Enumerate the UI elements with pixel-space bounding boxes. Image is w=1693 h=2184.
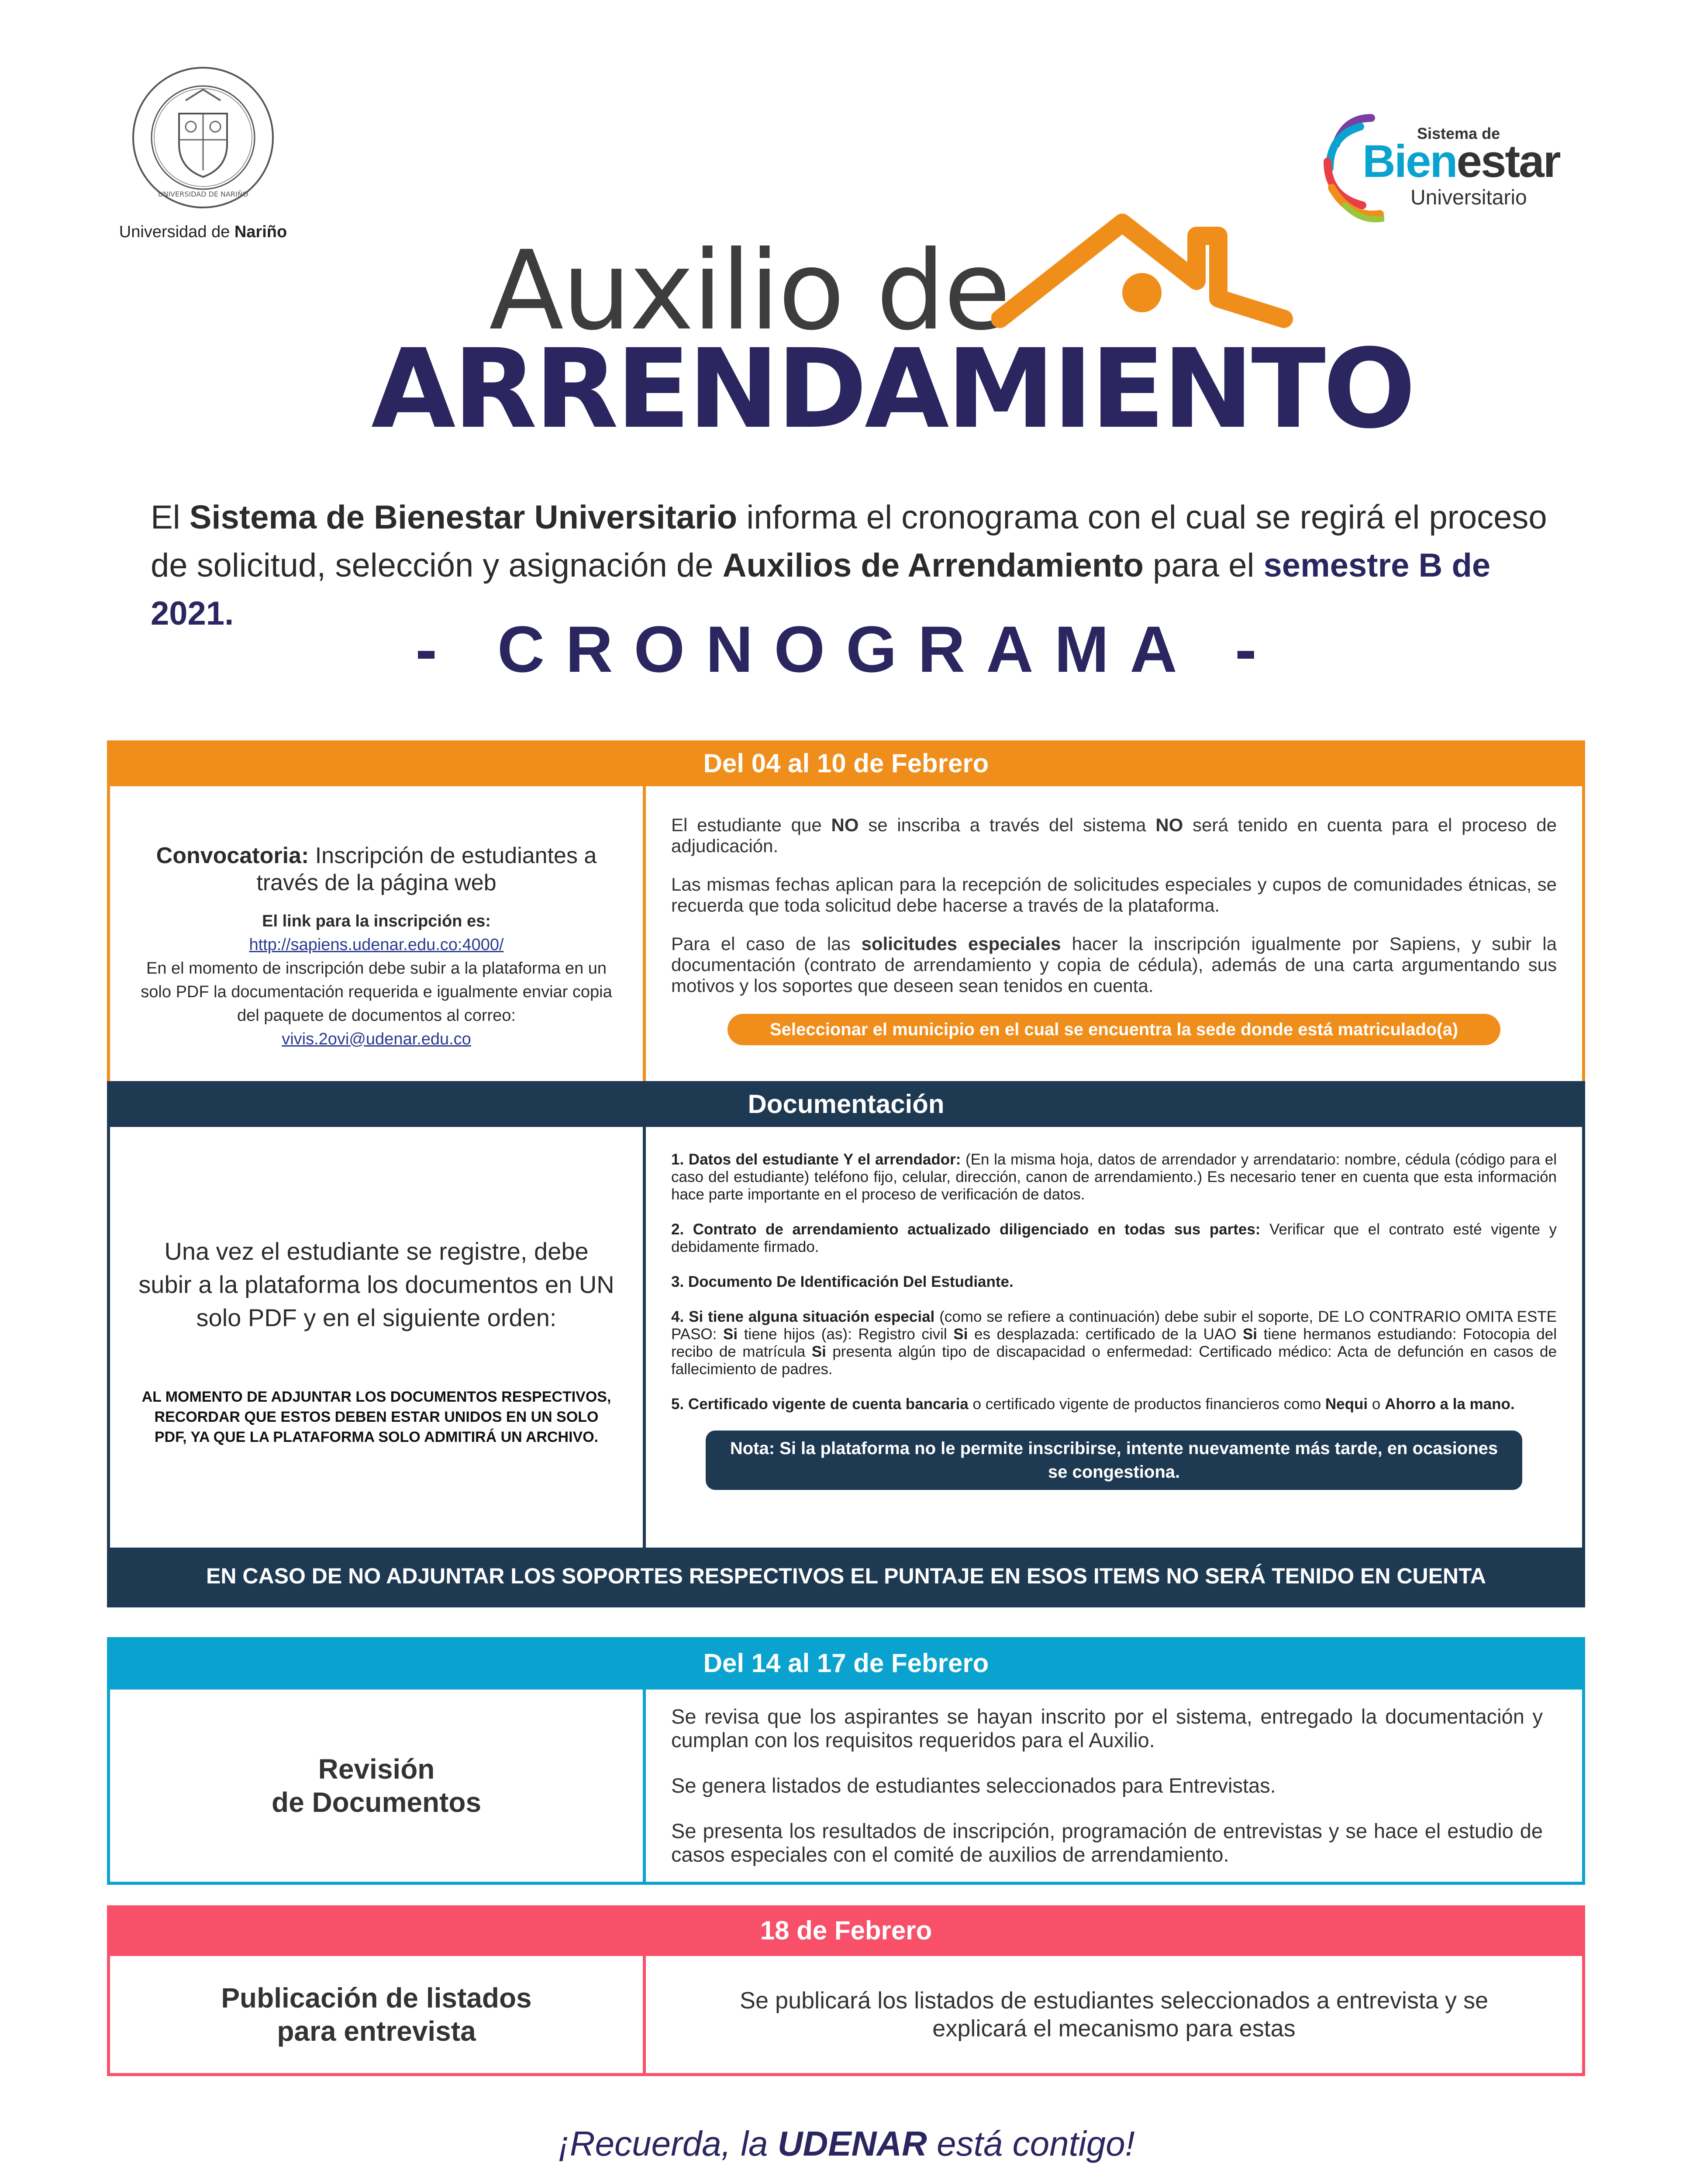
university-caption: Universidad de Nariño [119,223,287,241]
special-case-paragraph: Para el caso de las solicitudes especiales hacer la inscripción igualmente por Sapiens, y subir la documentación (contrato de arrendamiento y copia de cédula), además de una carta argumentando sus motivos y los soportes que deseen sean tenidos en cuenta. [671,933,1557,996]
section-convocatoria [107,740,1585,1109]
logo-line2: Bienestar [1362,136,1560,187]
section-header: 18 de Febrero [107,1905,1585,1956]
link-label: El link para la inscripción es: [262,912,491,930]
revision-paragraph-2: Se genera listados de estudiantes seleccionados para Entrevistas. [671,1774,1276,1797]
platform-note: Nota: Si la plataforma no le permite inscribirse, intente nuevamente más tarde, en ocasiones se congestiona. [706,1431,1522,1490]
left-column [110,1127,643,1555]
intro-paragraph: El Sistema de Bienestar Universitario informa el cronograma con el cual se regirá el proceso de solicitud, selección y asignación de Auxilios de Arrendamiento para el semestre B de 2021. [151,499,1547,632]
column-divider [643,1127,646,1548]
municipio-notice: Seleccionar el municipio en el cual se encuentra la sede donde está matriculado(a) [728,1014,1500,1045]
logo-line1: Sistema de [1417,124,1500,142]
doc-item-4: 4. Si tiene alguna situación especial (como se refiere a continuación) debe subir el soporte, DE LO CONTRARIO OMITA ESTE PASO: Si tiene hijos (as): Registro civil Si es desplazada: certificado de la UAO Si tiene hermanos estudiando: Fotocopia del recibo de matrícula Si presenta algún tipo de discapacidad o enfermedad: Certificado médico: Acta de defunción en casos de fallecimiento de padres. [671,1308,1557,1378]
section-body [107,1690,1585,1885]
doc-item-3: 3. Documento De Identificación Del Estudiante. [671,1273,1014,1290]
documents-instruction: Una vez el estudiante se registre, debe subir a la plataforma los documentos en UN solo PDF y en el siguiente orden: [138,1237,614,1331]
left-column [110,786,643,1106]
svg-text:UNIVERSIDAD DE NARIÑO: UNIVERSIDAD DE NARIÑO [158,190,248,198]
revision-label-line1: Revisión [318,1753,435,1785]
left-column [110,1956,643,2073]
publication-label-line2: para entrevista [277,2015,476,2047]
title-line1: Auxilio de [489,227,1009,354]
email-link[interactable]: vivis.2ovi@udenar.edu.co [282,1030,471,1048]
rule-paragraph: El estudiante que NO se inscriba a través del sistema NO será tenido en cuenta para el proceso de adjudicación. [671,815,1557,856]
inscription-link[interactable]: http://sapiens.udenar.edu.co:4000/ [249,935,504,954]
column-divider [643,786,646,1106]
university-seal [131,66,275,210]
inscription-text: En el momento de inscripción debe subir a la plataforma en un solo PDF la documentación requerida e igualmente enviar copia del paquete de documentos al correo: [141,959,612,1025]
section-body [107,1127,1585,1607]
doc-item-2: 2. Contrato de arrendamiento actualizado diligenciado en todas sus partes: Verificar que el contrato esté vigente y debidamente firmado. [671,1221,1557,1255]
special-requests-paragraph: Las mismas fechas aplican para la recepción de solicitudes especiales y cupos de comunidades étnicas, se recuerda que toda solicitud debe hacerse a través de la plataforma. [671,874,1557,916]
right-column [646,1690,1582,1882]
convocatoria-title: Convocatoria: Inscripción de estudiantes a través de la página web [156,843,597,895]
section-header: Del 14 al 17 de Febrero [107,1637,1585,1690]
left-column [110,1690,643,1882]
logo-line3: Universitario [1410,186,1527,209]
revision-paragraph-3: Se presenta los resultados de inscripción, programación de entrevistas y se hace el estudio de casos especiales con el comité de auxilios de arrendamiento. [671,1819,1543,1866]
right-column [646,1127,1582,1555]
single-pdf-warning: AL MOMENTO DE ADJUNTAR LOS DOCUMENTOS RESPECTIVOS, RECORDAR QUE ESTOS DEBEN ESTAR UNIDOS EN UN SOLO PDF, YA QUE LA PLATAFORMA SOLO ADMITIRÁ UN ARCHIVO. [141,1389,611,1445]
revision-label-line2: de Documentos [271,1787,482,1818]
section-header: Documentación [107,1081,1585,1127]
supports-warning-banner: EN CASO DE NO ADJUNTAR LOS SOPORTES RESPECTIVOS EL PUNTAJE EN ESOS ITEMS NO SERÁ TENIDO EN CUENTA [110,1548,1582,1604]
section-body [107,1956,1585,2076]
right-column [646,786,1582,1106]
column-divider [643,1690,646,1882]
publication-label-line1: Publicación de listados [221,1982,532,2014]
section-publicacion [107,1905,1585,2076]
publication-text: Se publicará los listados de estudiantes seleccionados a entrevista y se explicará el mecanismo para estas [740,1987,1488,2042]
section-body [107,786,1585,1109]
cronograma-title: - CRONOGRAMA - [415,612,1278,686]
right-column [646,1956,1582,2073]
section-header: Del 04 al 10 de Febrero [107,740,1585,786]
column-divider [643,1956,646,2073]
doc-item-1: 1. Datos del estudiante Y el arrendador: (En la misma hoja, datos de arrendador y arrendatario: nombre, cédula (código para el caso del estudiante) teléfono fijo, celular, dirección, canon de arrendamiento.) Es necesario tener en cuenta que esta información hace parte importante en el proceso de verificación de datos. [671,1151,1557,1203]
house-icon [991,210,1297,341]
doc-item-5: 5. Certificado vigente de cuenta bancaria o certificado vigente de productos financieros como Nequi o Ahorro a la mano. [671,1396,1515,1413]
revision-paragraph-1: Se revisa que los aspirantes se hayan inscrito por el sistema, entregado la documentación y cumplan con los requisitos requeridos para el Auxilio. [671,1705,1543,1752]
section-documentacion [107,1081,1585,1607]
section-revision [107,1637,1585,1885]
bienestar-logo [1319,114,1581,232]
slogan: ¡Recuerda, la UDENAR está contigo! [558,2124,1135,2163]
title-line2: ARRENDAMIENTO [371,325,1414,453]
